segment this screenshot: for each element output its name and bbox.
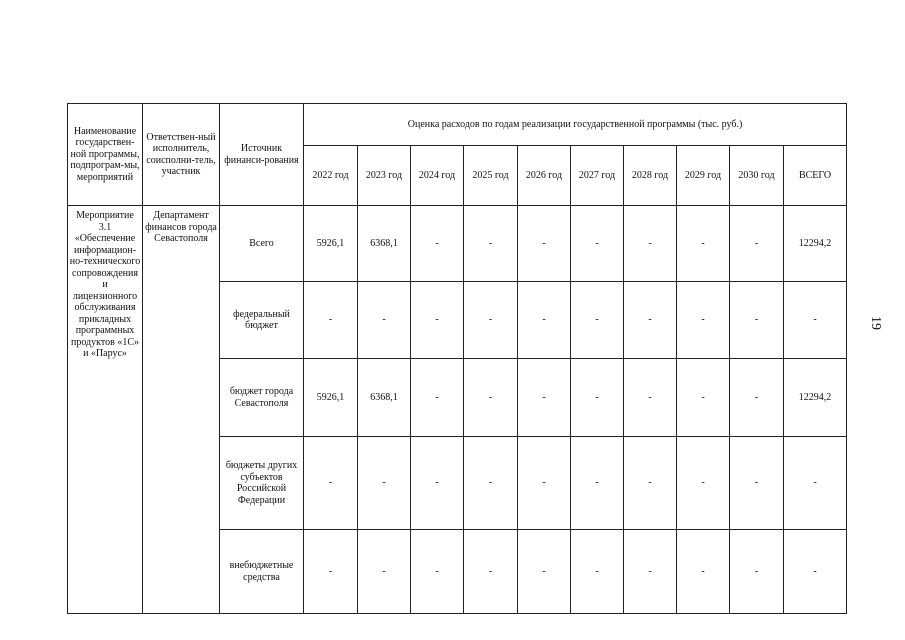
value-cell: - [677,282,730,359]
value-cell: - [571,530,624,614]
value-cell: - [730,530,784,614]
value-cell: 6368,1 [358,206,411,282]
header-year: 2030 год [730,146,784,206]
value-cell: - [518,359,571,437]
value-cell: - [730,359,784,437]
value-cell: - [464,359,518,437]
value-cell: - [464,437,518,530]
value-cell: - [624,359,677,437]
source-label: Всего [220,206,304,282]
header-year: 2025 год [464,146,518,206]
value-cell: - [730,437,784,530]
total-cell: 12294,2 [784,359,847,437]
header-year: 2024 год [411,146,464,206]
activity-name: Мероприятие 3.1 «Обеспечение информацион-но-технического сопровождения и лицензионного обслуживания прикладных программных продуктов «1С» и «Парус» [68,206,143,614]
value-cell: - [624,206,677,282]
header-year: 2026 год [518,146,571,206]
source-label: федеральный бюджет [220,282,304,359]
header-source: Источник финанси-рования [220,104,304,206]
header-year: 2023 год [358,146,411,206]
value-cell: - [304,530,358,614]
value-cell: - [518,282,571,359]
value-cell: - [677,530,730,614]
total-cell: - [784,282,847,359]
header-year: 2022 год [304,146,358,206]
source-label: бюджеты других субъектов Российской Федерации [220,437,304,530]
value-cell: 5926,1 [304,206,358,282]
value-cell: - [571,282,624,359]
value-cell: - [358,282,411,359]
value-cell: - [677,437,730,530]
value-cell: - [304,437,358,530]
value-cell: - [677,206,730,282]
value-cell: - [624,282,677,359]
value-cell: - [464,530,518,614]
page-number: 19 [868,316,883,330]
header-year: 2029 год [677,146,730,206]
header-estimate: Оценка расходов по годам реализации государственной программы (тыс. руб.) [304,104,847,146]
value-cell: - [571,437,624,530]
value-cell: 5926,1 [304,359,358,437]
source-label: бюджет города Севастополя [220,359,304,437]
total-cell: - [784,437,847,530]
value-cell: - [571,206,624,282]
value-cell: - [624,437,677,530]
value-cell: - [571,359,624,437]
header-year: 2028 год [624,146,677,206]
value-cell: - [411,206,464,282]
value-cell: - [411,282,464,359]
value-cell: - [411,530,464,614]
executor-name: Департамент финансов города Севастополя [143,206,220,614]
total-cell: 12294,2 [784,206,847,282]
value-cell: - [358,530,411,614]
value-cell: - [518,530,571,614]
budget-table [67,103,847,614]
value-cell: - [518,206,571,282]
value-cell: - [624,530,677,614]
value-cell: - [464,206,518,282]
value-cell: - [730,206,784,282]
value-cell: - [464,282,518,359]
value-cell: - [411,359,464,437]
header-executor: Ответствен-ный исполнитель, соисполни-тель, участник [143,104,220,206]
value-cell: 6368,1 [358,359,411,437]
value-cell: - [518,437,571,530]
value-cell: - [677,359,730,437]
header-year: 2027 год [571,146,624,206]
value-cell: - [730,282,784,359]
value-cell: - [358,437,411,530]
value-cell: - [304,282,358,359]
header-program: Наименование государствен-ной программы, подпрограм-мы, мероприятий [68,104,143,206]
header-total: ВСЕГО [784,146,847,206]
total-cell: - [784,530,847,614]
value-cell: - [411,437,464,530]
source-label: внебюджетные средства [220,530,304,614]
